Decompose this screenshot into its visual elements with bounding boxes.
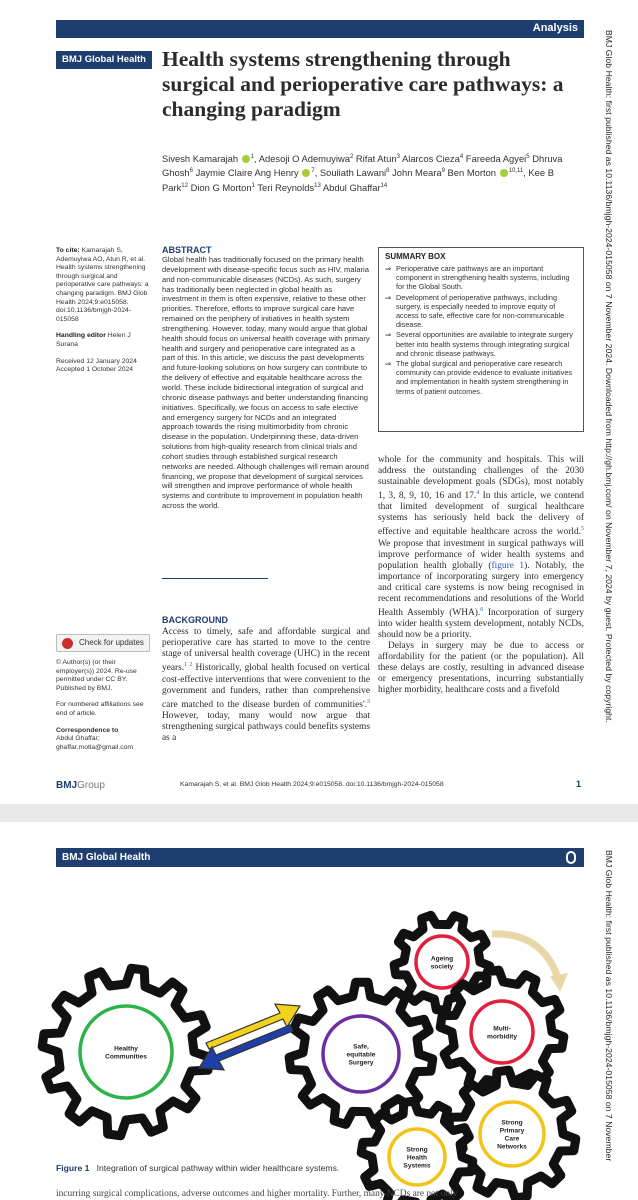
correspondence-name: Abdul Ghaffar; (56, 735, 100, 743)
abstract-divider (162, 578, 268, 579)
author-name: Rifat Atun (355, 153, 397, 165)
reference-link[interactable]: 1 2 (184, 662, 193, 669)
body-text-right (378, 455, 584, 696)
reference-link[interactable]: 5 (581, 526, 584, 533)
author-name: Adesoji O Ademuyiwa (258, 153, 350, 165)
affiliation-ref: 7 (311, 168, 315, 175)
author-name: Fareeda Agyei (465, 153, 527, 165)
gear-label-ageing: Ageing society (430, 955, 454, 971)
orcid-icon[interactable] (302, 169, 310, 177)
journal-name: BMJ Global Health (62, 852, 151, 863)
curved-arrow-head (550, 973, 568, 992)
article-title: Health systems strengthening through surgical and perioperative care pathways: a changing paradigm (162, 47, 564, 121)
summary-item: ⇒ Development of perioperative pathways, including surgery, is especially needed to improve equity of access to safe, effective care for non-communicable disease. (385, 293, 577, 330)
journal-badge: BMJ Global Health (56, 51, 152, 69)
author-name: Teri Reynolds (257, 181, 315, 193)
article-page-2 (0, 822, 638, 1200)
cite-label: To cite: (56, 247, 80, 254)
gear-label-multi: Multi-morbidity (486, 1025, 518, 1041)
author-name: Alarcos Cieza (402, 153, 460, 165)
handling-editor-label: Handling editor (56, 332, 106, 340)
abstract-text: Global health has traditionally focused on the primary health development with disease-specific focus such as HIV, malaria and non-communicable diseases (NCDs). As such, surgery has traditionally been neglected in global health as investment in them is often expensive, relative to these other priorities. Therefore, efforts to improve surgical care have remained on the periphery of initiatives in health system strengthening. However, today, many would argue that global health should focus on universal health coverage with primary health and surgery and perioperative care integrated as a part of this. In this article, we discuss the past developments and future-looking solutions on how surgery can contribute to the delivery of effective and equitable healthcare across the world. These include bidirectional integration of surgical and chronic disease pathways and better understanding financing initiatives. Specifically, we focus on access to safe elective and emergency surgery for NCDs and an integrated approach towards the rising multimorbidity from chronic disease in the population. Underpinning these, data-driven solutions from high-quality research from clinical trials and cohort studies through established surgical research networks are needed. Although challenges will remain around financing, we propose that development of surgical services will strengthen and improve performance of whole health systems and contribute to improvement in population health across the world. (162, 255, 370, 511)
affiliation-ref: 1 (251, 182, 255, 189)
affiliation-ref: 2 (349, 154, 354, 160)
copyright-sidebar: BMJ Glob Health: first published as 10.1136/bmjgh-2024-015058 on 7 November 2024. Downloaded from http://gh.bmj.com/ on November 7, 2024 by guest. Protected by copyright. (604, 30, 614, 723)
author-name: Kee B Park (162, 167, 554, 193)
author-list: Sivesh Kamarajah $^1$, Adesoji O Ademuyiwa$^2$ Rifat Atun$^3$ Alarcos Cieza$^4$ Fareeda Agyei$^5$ Dhruva Ghosh$^6$ Jaymie Claire Ang Henry $^7$, Souliath Lawani$^8$ John Meara$^9$ Ben Morton $^{10,11}$, Kee B Park$^{12}$ Dion G Morton$^1$ Teri Reynolds$^{13}$ Abdul Ghaffar$^{14}$ (162, 153, 563, 193)
check-updates-icon (62, 638, 73, 649)
author-name: Abdul Ghaffar (322, 181, 381, 193)
affiliation-ref: 5 (526, 154, 530, 160)
section-label: Analysis (532, 22, 578, 34)
affiliation-ref: 3 (396, 154, 400, 160)
journal-band (56, 848, 584, 867)
cite-block (56, 247, 152, 324)
gear-label-surgery: Safe, equitable Surgery (346, 1043, 376, 1067)
affiliation-ref: 13 (314, 182, 321, 189)
check-for-updates-button[interactable] (56, 634, 150, 652)
gear-label-systems: Strong Health Systems (403, 1146, 431, 1170)
summary-item: ⇒ Perioperative care pathways are an important component in strengthening health systems, including for the Global South. (385, 264, 577, 292)
summary-item: ⇒ The global surgical and perioperative care research community can provide evidence to evaluate initiatives and implementation in health system strengthening in terms of patient outcomes. (385, 359, 577, 396)
gear-label-healthy: Healthy Communities (105, 1045, 147, 1061)
figure-caption (56, 1163, 339, 1173)
summary-box (378, 247, 584, 432)
handling-editor (56, 332, 152, 349)
affiliation-ref: 9 (441, 168, 445, 175)
figure-link[interactable]: figure 1 (491, 560, 525, 571)
correspondence-label: Correspondence to (56, 726, 119, 734)
copyright-note: © Author(s) (or their employer(s)) 2024. Re-use permitted under CC BY. Published by BMJ. (56, 659, 137, 692)
left-notes (56, 659, 152, 752)
summary-heading: SUMMARY BOX (385, 252, 446, 261)
bmj-group-logo: BMJGroup (56, 780, 105, 791)
affiliation-ref: 8 (386, 168, 390, 175)
accepted-date: Accepted 1 October 2024 (56, 366, 134, 374)
body-paragraph: whole for the community and hospitals. This will address the outstanding challenges of the 2030 sustainable development goals (SDGs), most notably 1, 3, 8, 9, 10, 16 and 17.$^4$ In this article, we contend that limited development of surgical healthcare systems has seriously held back the delivery of effective and equitable healthcare across the world.$^5$ We propose that investment in surgical pathways will improve performance of wider health systems and population health globally (figure 1). Notably, the importance of incorporating surgery into emergency and critical care systems is now being recognised in recent recommendations and resolutions of the World Health Assembly (WHA).$^6$ Incorporation of surgery into wider health system development, notably NCDs, should now be a priority. (378, 455, 585, 641)
gear-label-primary: Strong Primary Care Networks (497, 1119, 527, 1151)
background-heading: BACKGROUND (162, 615, 228, 625)
copyright-sidebar: BMJ Glob Health: first published as 10.1136/bmjgh-2024-015058 on 7 November (604, 850, 614, 1162)
correspondence-block (56, 727, 152, 753)
background-text: Access to timely, safe and affordable surgical and perioperative care has started to move to the centre stage of universal health coverage (UHC) in the recent years.$^{1 2}$ Historically, global health focused on vertical cost-effective interventions that were convenient to the government and funders, rather than comprehensive care matched to the disease burden of communities'.$^3$ However, today, many would now argue that strengthening surgical pathways could benefits systems as a (162, 627, 370, 744)
author-name: Sivesh Kamarajah (162, 153, 239, 165)
cite-text: Kamarajah S, Ademuyiwa AO, Atun R, et al. Health systems strengthening through surgical and perioperative care pathways: a changing paradigm. BMJ Glob Health 2024;9:e015058. doi:10.1136/bmjgh-2024-015058 (56, 247, 149, 323)
summary-item: ⇒ Several opportunities are available to integrate surgery better into health systems through integrating surgical and chronic disease pathways. (385, 330, 577, 358)
author-name: Ben Morton (447, 167, 497, 179)
check-updates-label: Check for updates (79, 638, 144, 647)
body-paragraph: Delays in surgery may be due to access or affordability for the patient (or the population). All these delays are costly, resulting in advanced disease or emergency presentations, incurring substantially higher morbidity, healthcare costs and a fivefold (378, 641, 584, 696)
next-page-text-fragment: incurring surgical complications, adverse outcomes and higher mortality. Further, many NCDs are not only (56, 1189, 458, 1199)
page-number: 1 (576, 779, 582, 789)
correspondence-email[interactable]: ghaffar.motla@gmail.com (56, 743, 134, 751)
affiliation-ref: 10,11 (508, 168, 524, 175)
left-metadata (56, 247, 152, 375)
received-date: Received 12 January 2024 (56, 357, 137, 365)
affiliations-note: For numbered affiliations see end of article. (56, 701, 144, 717)
caption-text: Integration of surgical pathway within wider healthcare systems. (96, 1163, 340, 1173)
affiliation-ref: 4 (459, 154, 464, 160)
affiliation-ref: 14 (380, 182, 388, 189)
orcid-icon[interactable] (242, 155, 250, 163)
footer-citation: Kamarajah S, et al. BMJ Glob Health 2024;9:e015058. doi:10.1136/bmjgh-2024-015058 (180, 781, 444, 788)
author-name: John Meara (392, 167, 442, 179)
author-name: Dhruva Ghosh (162, 153, 563, 179)
handling-editor-name: Helen J Surana (56, 332, 131, 348)
author-name: Jaymie Claire Ang Henry (195, 167, 299, 179)
author-name: Souliath Lawani (319, 167, 387, 179)
author-name: Dion G Morton (190, 181, 252, 193)
abstract-heading: ABSTRACT (162, 245, 212, 255)
affiliation-ref: 6 (189, 168, 193, 175)
reference-link[interactable]: 3 (367, 698, 370, 705)
open-access-icon (566, 851, 576, 864)
reference-link[interactable]: 6 (480, 606, 484, 613)
section-band (56, 20, 584, 38)
reference-link[interactable]: 4 (476, 490, 480, 497)
affiliation-ref: 12 (181, 182, 188, 189)
affiliation-ref: 1 (250, 154, 255, 160)
orcid-icon[interactable] (500, 169, 508, 177)
caption-label: Figure 1 (56, 1163, 90, 1173)
